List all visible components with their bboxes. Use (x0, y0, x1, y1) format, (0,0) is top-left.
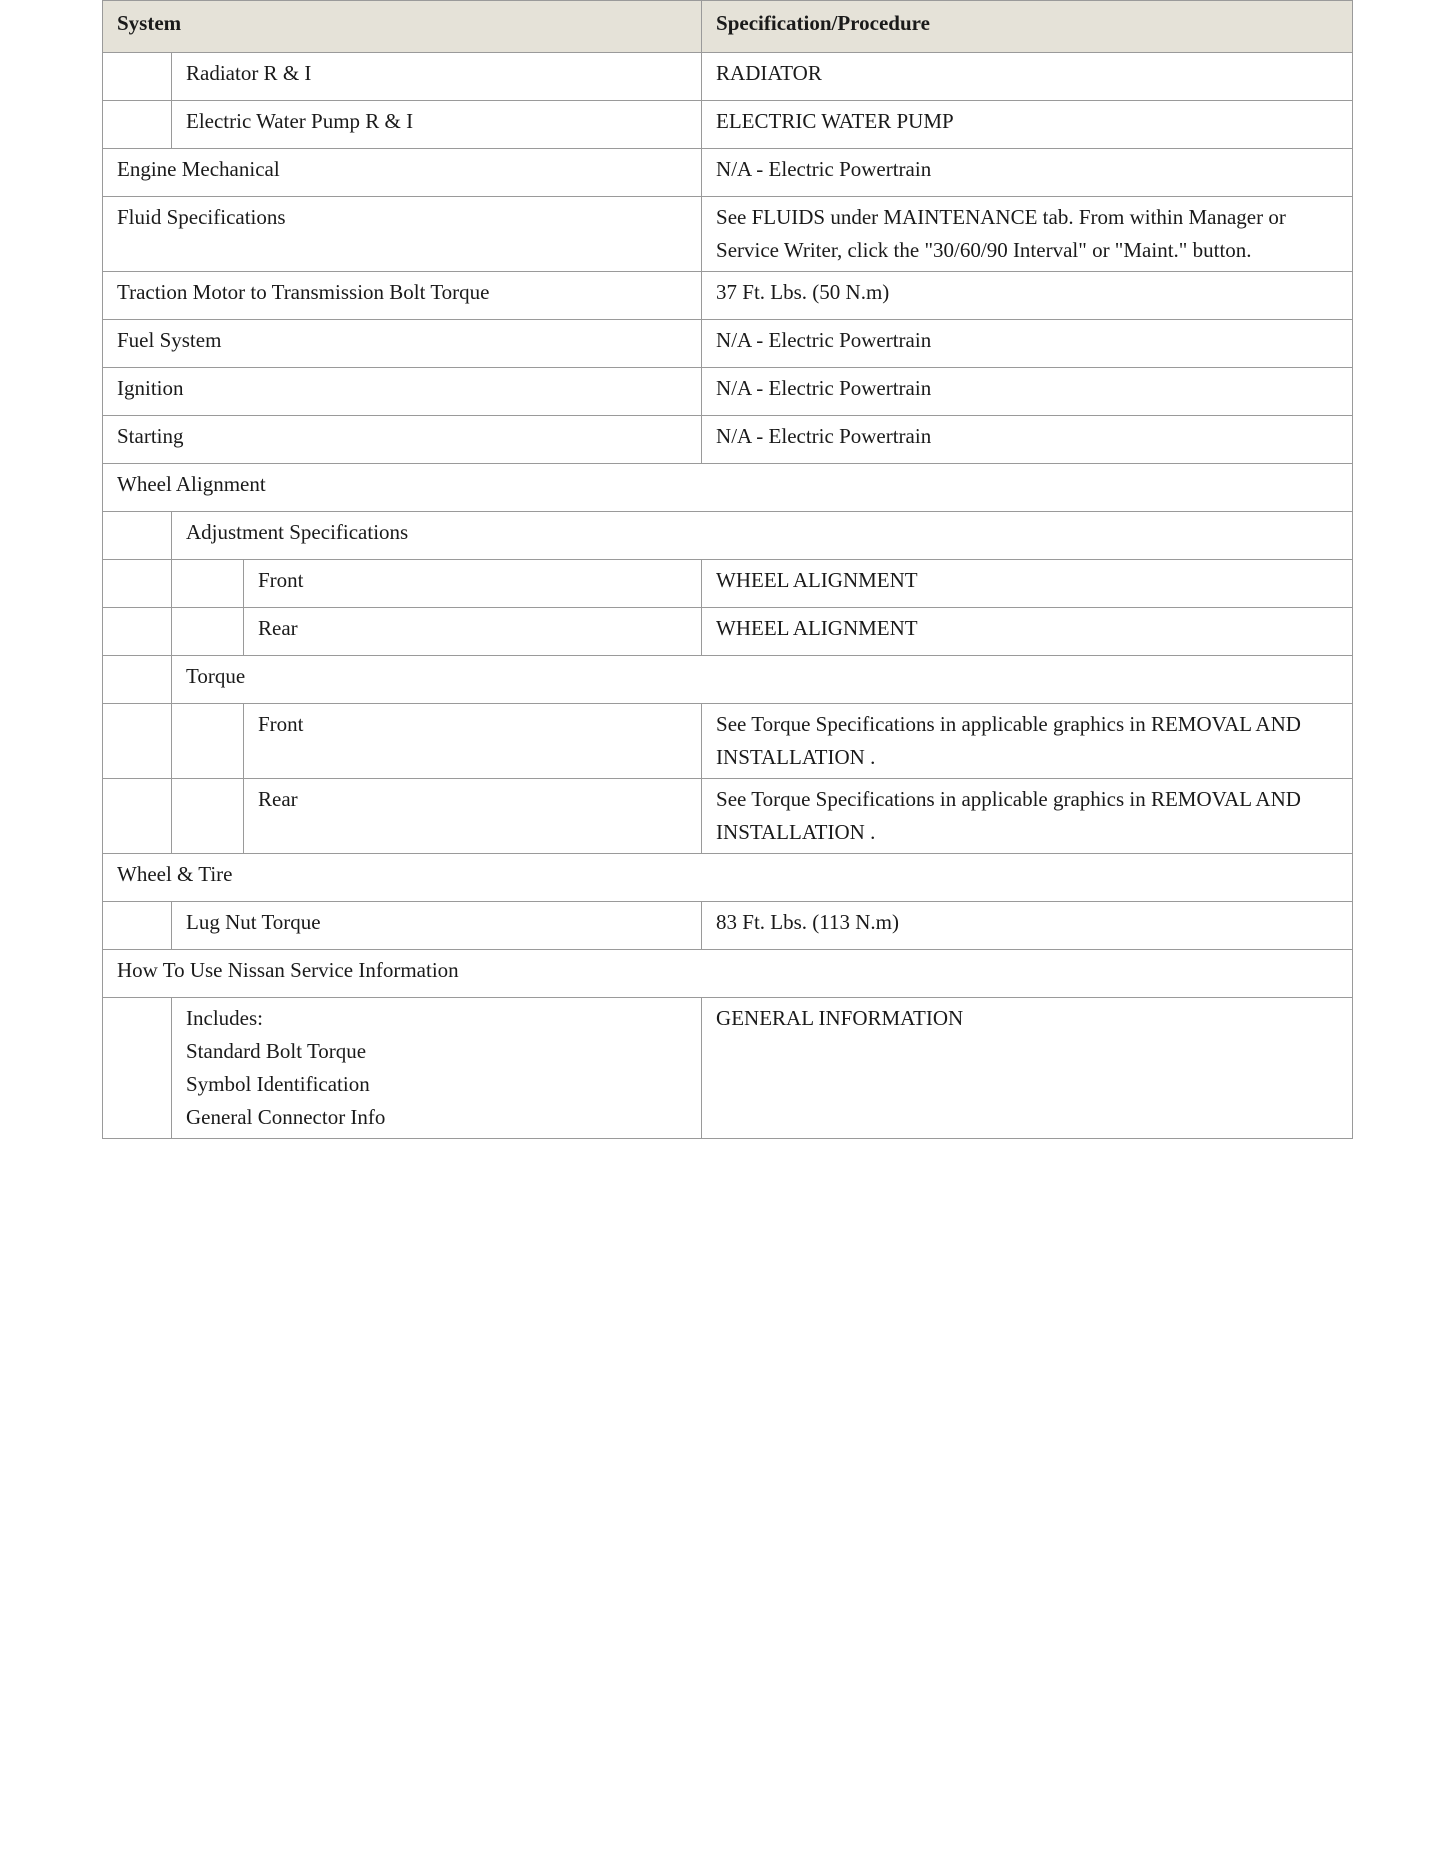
table-row (103, 101, 1353, 149)
row-value: N/A - Electric Powertrain (702, 149, 1353, 197)
table-row (103, 608, 1353, 656)
indent-cell (103, 53, 172, 101)
indent-cell (172, 608, 244, 656)
section-row (103, 464, 1353, 512)
row-label: Engine Mechanical (103, 149, 702, 197)
indent-cell (103, 704, 172, 779)
section-label: Wheel & Tire (103, 854, 1353, 902)
row-label: Rear (244, 608, 702, 656)
table-row (103, 560, 1353, 608)
row-label: Electric Water Pump R & I (172, 101, 702, 149)
row-value: WHEEL ALIGNMENT (702, 560, 1353, 608)
includes-list (172, 998, 702, 1139)
indent-cell (172, 779, 244, 854)
row-value: N/A - Electric Powertrain (702, 368, 1353, 416)
indent-cell (103, 512, 172, 560)
row-label: Traction Motor to Transmission Bolt Torque (103, 272, 702, 320)
indent-cell (103, 779, 172, 854)
table-row (103, 272, 1353, 320)
header-system: System (103, 1, 702, 53)
row-label: Rear (244, 779, 702, 854)
row-value: RADIATOR (702, 53, 1353, 101)
row-label: Ignition (103, 368, 702, 416)
table-row (103, 902, 1353, 950)
spec-table (102, 0, 1353, 1139)
row-value: See Torque Specifications in applicable graphics in REMOVAL AND INSTALLATION . (702, 779, 1353, 854)
indent-cell (103, 101, 172, 149)
row-value: N/A - Electric Powertrain (702, 320, 1353, 368)
subsection-label: Adjustment Specifications (172, 512, 1353, 560)
includes-line: Standard Bolt Torque (186, 1039, 367, 1063)
subsection-row (103, 512, 1353, 560)
indent-cell (103, 560, 172, 608)
section-label: How To Use Nissan Service Information (103, 950, 1353, 998)
section-label: Wheel Alignment (103, 464, 1353, 512)
includes-line: Includes: (186, 1006, 263, 1030)
includes-line: General Connector Info (186, 1105, 386, 1129)
subsection-label: Torque (172, 656, 1353, 704)
table-row (103, 320, 1353, 368)
indent-cell (103, 608, 172, 656)
row-label: Fluid Specifications (103, 197, 702, 272)
table-header-row (103, 1, 1353, 53)
row-label: Fuel System (103, 320, 702, 368)
indent-cell (172, 704, 244, 779)
row-value: GENERAL INFORMATION (702, 998, 1353, 1139)
subsection-row (103, 656, 1353, 704)
table-row (103, 53, 1353, 101)
row-value: N/A - Electric Powertrain (702, 416, 1353, 464)
table-row (103, 416, 1353, 464)
section-row (103, 950, 1353, 998)
table-row (103, 368, 1353, 416)
row-label: Radiator R & I (172, 53, 702, 101)
indent-cell (103, 902, 172, 950)
row-value: ELECTRIC WATER PUMP (702, 101, 1353, 149)
includes-line: Symbol Identification (186, 1072, 370, 1096)
section-row (103, 854, 1353, 902)
table-row (103, 998, 1353, 1139)
indent-cell (172, 560, 244, 608)
row-value: 37 Ft. Lbs. (50 N.m) (702, 272, 1353, 320)
indent-cell (103, 998, 172, 1139)
table-row (103, 779, 1353, 854)
table-row (103, 197, 1353, 272)
table-row (103, 149, 1353, 197)
table-row (103, 704, 1353, 779)
header-spec: Specification/Procedure (702, 1, 1353, 53)
indent-cell (103, 656, 172, 704)
row-label: Front (244, 704, 702, 779)
row-label: Front (244, 560, 702, 608)
row-label: Lug Nut Torque (172, 902, 702, 950)
row-value: See FLUIDS under MAINTENANCE tab. From within Manager or Service Writer, click the "30/60/90 Interval" or "Maint." button. (702, 197, 1353, 272)
row-value: 83 Ft. Lbs. (113 N.m) (702, 902, 1353, 950)
row-label: Starting (103, 416, 702, 464)
row-value: WHEEL ALIGNMENT (702, 608, 1353, 656)
row-value: See Torque Specifications in applicable graphics in REMOVAL AND INSTALLATION . (702, 704, 1353, 779)
